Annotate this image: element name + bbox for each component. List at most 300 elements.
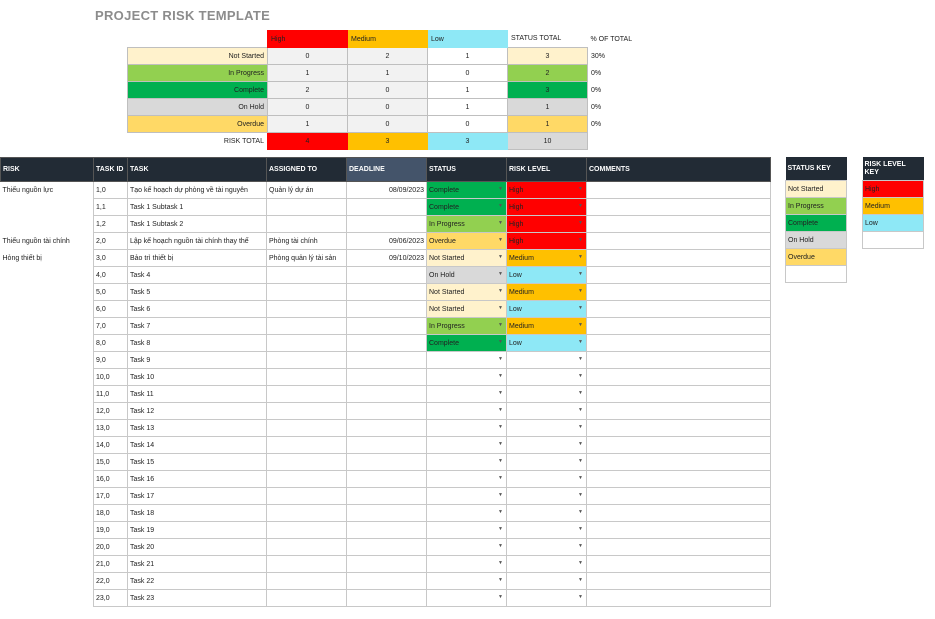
risk-level-dropdown[interactable] [507, 471, 587, 488]
dropdown-arrow-icon[interactable]: ▼ [578, 356, 583, 362]
status-key-in-progress[interactable]: In Progress [786, 198, 847, 215]
dropdown-arrow-icon[interactable]: ▼ [578, 186, 583, 192]
status-dropdown[interactable] [427, 522, 507, 539]
assigned-cell[interactable] [267, 505, 347, 522]
dropdown-arrow-icon[interactable]: ▼ [578, 254, 583, 260]
assigned-cell[interactable] [267, 250, 347, 267]
dropdown-arrow-icon[interactable]: ▼ [578, 475, 583, 481]
dropdown-arrow-icon[interactable]: ▼ [498, 594, 503, 600]
task-cell[interactable] [128, 182, 267, 199]
task-cell[interactable] [128, 437, 267, 454]
task-id-cell[interactable] [94, 386, 128, 403]
col-header-task-id[interactable]: TASK ID [94, 158, 128, 182]
risk-cell[interactable] [1, 284, 94, 301]
status-dropdown[interactable] [427, 420, 507, 437]
comments-cell[interactable] [587, 199, 771, 216]
col-header-risk[interactable]: RISK [1, 158, 94, 182]
summary-cell[interactable]: 2 [348, 48, 428, 65]
comments-cell[interactable] [587, 233, 771, 250]
deadline-cell[interactable] [347, 216, 427, 233]
risk-level-key-medium[interactable]: Medium [863, 198, 924, 215]
dropdown-arrow-icon[interactable]: ▼ [578, 305, 583, 311]
risk-cell[interactable] [1, 556, 94, 573]
task-id-cell[interactable] [94, 539, 128, 556]
task-cell[interactable] [128, 335, 267, 352]
dropdown-arrow-icon[interactable]: ▼ [578, 509, 583, 515]
status-dropdown[interactable] [427, 233, 507, 250]
col-header-status[interactable]: STATUS [427, 158, 507, 182]
dropdown-arrow-icon[interactable]: ▼ [578, 271, 583, 277]
risk-level-dropdown[interactable] [507, 284, 587, 301]
risk-level-dropdown[interactable] [507, 522, 587, 539]
risk-cell[interactable] [1, 216, 94, 233]
status-dropdown[interactable] [427, 386, 507, 403]
assigned-cell[interactable] [267, 182, 347, 199]
task-cell-text: Task 16 [130, 475, 155, 483]
dropdown-arrow-icon[interactable]: ▼ [578, 288, 583, 294]
summary-cell[interactable]: 0 [428, 116, 508, 133]
summary-pct: 0% [591, 103, 602, 111]
task-id-cell[interactable] [94, 454, 128, 471]
risk-cell[interactable] [1, 352, 94, 369]
risk-cell[interactable] [1, 420, 94, 437]
status-key-not-started[interactable]: Not Started [786, 181, 847, 198]
deadline-cell[interactable] [347, 420, 427, 437]
task-id-cell[interactable] [94, 522, 128, 539]
dropdown-arrow-icon[interactable]: ▼ [578, 441, 583, 447]
assigned-cell[interactable] [267, 335, 347, 352]
task-id-cell[interactable] [94, 216, 128, 233]
risk-level-dropdown[interactable] [507, 301, 587, 318]
status-key-overdue[interactable]: Overdue [786, 249, 847, 266]
task-id-cell[interactable] [94, 199, 128, 216]
deadline-cell[interactable] [347, 488, 427, 505]
status-dropdown[interactable] [427, 250, 507, 267]
status-dropdown[interactable] [427, 301, 507, 318]
risk-cell[interactable] [1, 182, 94, 199]
dropdown-arrow-icon[interactable]: ▼ [498, 458, 503, 464]
risk-total-medium[interactable]: 3 [348, 133, 428, 150]
deadline-cell[interactable] [347, 590, 427, 607]
task-id-cell[interactable] [94, 233, 128, 250]
status-dropdown[interactable] [427, 199, 507, 216]
assigned-cell[interactable] [267, 352, 347, 369]
risk-cell[interactable] [1, 505, 94, 522]
dropdown-arrow-icon[interactable]: ▼ [498, 305, 503, 311]
dropdown-arrow-icon[interactable]: ▼ [578, 560, 583, 566]
dropdown-arrow-icon[interactable]: ▼ [578, 577, 583, 583]
comments-cell[interactable] [587, 522, 771, 539]
summary-cell[interactable]: 0 [348, 99, 428, 116]
comments-cell[interactable] [587, 267, 771, 284]
status-dropdown[interactable] [427, 369, 507, 386]
comments-cell[interactable] [587, 590, 771, 607]
task-id-cell[interactable] [94, 573, 128, 590]
deadline-cell[interactable] [347, 454, 427, 471]
dropdown-arrow-icon[interactable]: ▼ [498, 356, 503, 362]
summary-cell[interactable]: 1 [428, 99, 508, 116]
task-id-cell[interactable] [94, 182, 128, 199]
deadline-cell[interactable] [347, 301, 427, 318]
assigned-cell[interactable] [267, 369, 347, 386]
status-key-empty[interactable] [786, 266, 847, 283]
deadline-cell[interactable] [347, 352, 427, 369]
task-cell[interactable] [128, 505, 267, 522]
dropdown-arrow-icon[interactable]: ▼ [498, 509, 503, 515]
col-header-task[interactable]: TASK [128, 158, 267, 182]
dropdown-arrow-icon[interactable]: ▼ [578, 492, 583, 498]
risk-level-key-high[interactable]: High [863, 181, 924, 198]
risk-total-total[interactable]: 10 [508, 133, 588, 150]
comments-cell[interactable] [587, 301, 771, 318]
risk-cell[interactable] [1, 318, 94, 335]
risk-level-dropdown[interactable] [507, 267, 587, 284]
risk-cell[interactable] [1, 539, 94, 556]
status-dropdown[interactable] [427, 216, 507, 233]
comments-cell[interactable] [587, 369, 771, 386]
risk-level-dropdown[interactable] [507, 420, 587, 437]
risk-cell[interactable] [1, 369, 94, 386]
deadline-cell[interactable] [347, 471, 427, 488]
dropdown-arrow-icon[interactable]: ▼ [498, 441, 503, 447]
status-dropdown[interactable] [427, 352, 507, 369]
risk-cell[interactable] [1, 573, 94, 590]
risk-cell[interactable] [1, 590, 94, 607]
risk-level-dropdown[interactable] [507, 250, 587, 267]
task-cell[interactable] [128, 403, 267, 420]
comments-cell[interactable] [587, 573, 771, 590]
comments-cell[interactable] [587, 505, 771, 522]
task-id-cell[interactable] [94, 318, 128, 335]
assigned-cell[interactable] [267, 471, 347, 488]
summary-cell[interactable]: 0 [428, 65, 508, 82]
assigned-cell[interactable] [267, 522, 347, 539]
dropdown-arrow-icon[interactable]: ▼ [498, 577, 503, 583]
status-dropdown[interactable] [427, 284, 507, 301]
task-id-cell[interactable] [94, 420, 128, 437]
task-cell[interactable] [128, 267, 267, 284]
comments-cell[interactable] [587, 182, 771, 199]
task-id-cell[interactable] [94, 590, 128, 607]
dropdown-arrow-icon[interactable]: ▼ [498, 475, 503, 481]
deadline-cell[interactable] [347, 522, 427, 539]
task-cell[interactable] [128, 522, 267, 539]
status-dropdown[interactable] [427, 471, 507, 488]
summary-cell[interactable]: 2 [268, 82, 348, 99]
task-id-cell[interactable] [94, 267, 128, 284]
status-dropdown[interactable] [427, 267, 507, 284]
assigned-cell[interactable] [267, 318, 347, 335]
comments-cell[interactable] [587, 335, 771, 352]
dropdown-arrow-icon[interactable]: ▼ [498, 390, 503, 396]
deadline-cell[interactable] [347, 403, 427, 420]
assigned-cell[interactable] [267, 590, 347, 607]
summary-status-total[interactable]: 2 [508, 65, 588, 82]
summary-status-total[interactable]: 3 [508, 82, 588, 99]
summary-cell[interactable]: 0 [268, 48, 348, 65]
task-id-cell[interactable] [94, 471, 128, 488]
summary-cell[interactable]: 0 [348, 82, 428, 99]
deadline-cell[interactable] [347, 505, 427, 522]
task-cell[interactable] [128, 573, 267, 590]
risk-level-key-low[interactable]: Low [863, 215, 924, 232]
dropdown-arrow-icon[interactable]: ▼ [578, 203, 583, 209]
assigned-cell[interactable] [267, 284, 347, 301]
deadline-cell[interactable] [347, 539, 427, 556]
task-cell[interactable] [128, 318, 267, 335]
status-dropdown[interactable] [427, 556, 507, 573]
risk-level-dropdown[interactable] [507, 182, 587, 199]
comments-cell[interactable] [587, 420, 771, 437]
dropdown-arrow-icon[interactable]: ▼ [498, 203, 503, 209]
summary-cell[interactable]: 1 [428, 82, 508, 99]
status-dropdown[interactable] [427, 573, 507, 590]
dropdown-arrow-icon[interactable]: ▼ [578, 526, 583, 532]
comments-cell[interactable] [587, 216, 771, 233]
task-id-cell[interactable] [94, 369, 128, 386]
risk-level-dropdown[interactable] [507, 573, 587, 590]
comments-cell[interactable] [587, 488, 771, 505]
summary-cell[interactable]: 0 [348, 116, 428, 133]
risk-cell[interactable] [1, 403, 94, 420]
task-cell[interactable] [128, 454, 267, 471]
status-dropdown[interactable] [427, 454, 507, 471]
summary-status-total[interactable]: 3 [508, 48, 588, 65]
col-header-comments[interactable]: COMMENTS [587, 158, 771, 182]
risk-level-dropdown[interactable] [507, 403, 587, 420]
deadline-cell[interactable] [347, 556, 427, 573]
deadline-cell[interactable] [347, 199, 427, 216]
deadline-cell[interactable] [347, 182, 427, 199]
summary-status-total[interactable]: 1 [508, 99, 588, 116]
summary-status-total[interactable]: 1 [508, 116, 588, 133]
assigned-cell[interactable] [267, 386, 347, 403]
task-id-cell[interactable] [94, 250, 128, 267]
risk-level-dropdown[interactable] [507, 335, 587, 352]
dropdown-arrow-icon[interactable]: ▼ [578, 322, 583, 328]
status-key-on-hold[interactable]: On Hold [786, 232, 847, 249]
deadline-cell[interactable] [347, 573, 427, 590]
risk-cell[interactable] [1, 454, 94, 471]
task-id-cell[interactable] [94, 488, 128, 505]
status-dropdown[interactable] [427, 182, 507, 199]
table-row [1, 267, 771, 284]
dropdown-arrow-icon[interactable]: ▼ [498, 322, 503, 328]
table-row [1, 539, 771, 556]
risk-level-dropdown[interactable] [507, 352, 587, 369]
dropdown-arrow-icon[interactable]: ▼ [498, 526, 503, 532]
col-header-assigned[interactable]: ASSIGNED TO [267, 158, 347, 182]
comments-cell[interactable] [587, 403, 771, 420]
task-id-cell[interactable] [94, 505, 128, 522]
assigned-cell[interactable] [267, 420, 347, 437]
deadline-cell[interactable] [347, 437, 427, 454]
assigned-cell[interactable] [267, 199, 347, 216]
task-id-cell[interactable] [94, 352, 128, 369]
comments-cell[interactable] [587, 352, 771, 369]
risk-cell[interactable] [1, 335, 94, 352]
task-id-cell[interactable] [94, 556, 128, 573]
dropdown-arrow-icon[interactable]: ▼ [578, 220, 583, 226]
risk-level-dropdown[interactable] [507, 318, 587, 335]
summary-cell[interactable]: 1 [268, 116, 348, 133]
task-cell[interactable] [128, 471, 267, 488]
assigned-cell[interactable] [267, 403, 347, 420]
status-dropdown[interactable] [427, 403, 507, 420]
assigned-cell[interactable] [267, 233, 347, 250]
deadline-cell[interactable] [347, 369, 427, 386]
risk-level-dropdown[interactable] [507, 539, 587, 556]
risk-level-dropdown[interactable] [507, 590, 587, 607]
summary-cell[interactable]: 1 [348, 65, 428, 82]
comments-cell[interactable] [587, 318, 771, 335]
task-cell[interactable] [128, 386, 267, 403]
comments-cell[interactable] [587, 454, 771, 471]
status-dropdown[interactable] [427, 488, 507, 505]
assigned-cell[interactable] [267, 301, 347, 318]
deadline-cell[interactable] [347, 233, 427, 250]
status-dropdown[interactable] [427, 437, 507, 454]
risk-level-dropdown[interactable] [507, 488, 587, 505]
dropdown-arrow-icon[interactable]: ▼ [498, 407, 503, 413]
risk-cell[interactable] [1, 233, 94, 250]
risk-total-high[interactable]: 4 [268, 133, 348, 150]
dropdown-arrow-icon[interactable]: ▼ [578, 339, 583, 345]
task-cell[interactable] [128, 199, 267, 216]
table-row [1, 352, 771, 369]
status-dropdown[interactable] [427, 505, 507, 522]
task-cell[interactable] [128, 352, 267, 369]
task-cell[interactable] [128, 301, 267, 318]
assigned-cell[interactable] [267, 454, 347, 471]
assigned-cell[interactable] [267, 539, 347, 556]
col-header-deadline[interactable]: DEADLINE [347, 158, 427, 182]
task-cell[interactable] [128, 556, 267, 573]
risk-cell[interactable] [1, 471, 94, 488]
assigned-cell[interactable] [267, 556, 347, 573]
comments-cell[interactable] [587, 471, 771, 488]
task-cell[interactable] [128, 539, 267, 556]
risk-cell[interactable] [1, 488, 94, 505]
deadline-cell[interactable] [347, 335, 427, 352]
risk-level-dropdown[interactable] [507, 437, 587, 454]
risk-total-low[interactable]: 3 [428, 133, 508, 150]
assigned-cell[interactable] [267, 437, 347, 454]
assigned-cell[interactable] [267, 573, 347, 590]
risk-cell[interactable] [1, 437, 94, 454]
dropdown-arrow-icon[interactable]: ▼ [578, 237, 583, 243]
task-id-cell[interactable] [94, 437, 128, 454]
comments-cell[interactable] [587, 437, 771, 454]
deadline-cell[interactable] [347, 386, 427, 403]
dropdown-arrow-icon[interactable]: ▼ [578, 594, 583, 600]
task-id-cell-text: 15,0 [96, 458, 110, 466]
comments-cell[interactable] [587, 539, 771, 556]
dropdown-arrow-icon[interactable]: ▼ [578, 373, 583, 379]
risk-level-dropdown-text: Medium [509, 288, 534, 296]
risk-level-dropdown[interactable] [507, 505, 587, 522]
task-cell[interactable] [128, 420, 267, 437]
dropdown-arrow-icon[interactable]: ▼ [498, 492, 503, 498]
dropdown-arrow-icon[interactable]: ▼ [578, 424, 583, 430]
assigned-cell[interactable] [267, 216, 347, 233]
dropdown-arrow-icon[interactable]: ▼ [498, 373, 503, 379]
summary-cell[interactable]: 0 [268, 99, 348, 116]
deadline-cell[interactable] [347, 318, 427, 335]
risk-cell[interactable] [1, 386, 94, 403]
deadline-cell[interactable] [347, 267, 427, 284]
risk-level-dropdown[interactable] [507, 454, 587, 471]
assigned-cell[interactable] [267, 267, 347, 284]
risk-level-dropdown[interactable] [507, 386, 587, 403]
status-dropdown[interactable] [427, 539, 507, 556]
risk-cell[interactable] [1, 250, 94, 267]
dropdown-arrow-icon[interactable]: ▼ [498, 220, 503, 226]
dropdown-arrow-icon[interactable]: ▼ [578, 407, 583, 413]
dropdown-arrow-icon[interactable]: ▼ [498, 288, 503, 294]
summary-cell[interactable]: 1 [268, 65, 348, 82]
risk-cell[interactable] [1, 267, 94, 284]
dropdown-arrow-icon[interactable]: ▼ [498, 186, 503, 192]
comments-cell[interactable] [587, 386, 771, 403]
dropdown-arrow-icon[interactable]: ▼ [498, 424, 503, 430]
risk-cell[interactable] [1, 522, 94, 539]
status-dropdown[interactable] [427, 335, 507, 352]
dropdown-arrow-icon[interactable]: ▼ [578, 390, 583, 396]
status-dropdown[interactable] [427, 590, 507, 607]
risk-level-dropdown[interactable] [507, 199, 587, 216]
task-cell[interactable] [128, 590, 267, 607]
comments-cell[interactable] [587, 284, 771, 301]
task-cell[interactable] [128, 233, 267, 250]
risk-cell[interactable] [1, 301, 94, 318]
dropdown-arrow-icon[interactable]: ▼ [578, 543, 583, 549]
task-cell[interactable] [128, 369, 267, 386]
status-dropdown[interactable] [427, 318, 507, 335]
task-cell[interactable] [128, 216, 267, 233]
deadline-cell[interactable] [347, 284, 427, 301]
risk-level-dropdown-text: High [509, 220, 524, 228]
risk-level-dropdown[interactable] [507, 233, 587, 250]
dropdown-arrow-icon[interactable]: ▼ [498, 254, 503, 260]
dropdown-arrow-icon[interactable]: ▼ [498, 271, 503, 277]
task-id-cell[interactable] [94, 301, 128, 318]
col-header-risk-level[interactable]: RISK LEVEL [507, 158, 587, 182]
dropdown-arrow-icon[interactable]: ▼ [498, 237, 503, 243]
task-id-cell[interactable] [94, 335, 128, 352]
status-key-complete[interactable]: Complete [786, 215, 847, 232]
dropdown-arrow-icon[interactable]: ▼ [498, 543, 503, 549]
comments-cell[interactable] [587, 556, 771, 573]
assigned-cell[interactable] [267, 488, 347, 505]
task-id-cell[interactable] [94, 403, 128, 420]
task-cell[interactable] [128, 488, 267, 505]
task-id-cell[interactable] [94, 284, 128, 301]
deadline-cell[interactable] [347, 250, 427, 267]
task-cell[interactable] [128, 284, 267, 301]
summary-cell[interactable]: 1 [428, 48, 508, 65]
dropdown-arrow-icon[interactable]: ▼ [578, 458, 583, 464]
task-cell[interactable] [128, 250, 267, 267]
risk-level-key-empty[interactable] [863, 232, 924, 249]
risk-cell[interactable] [1, 199, 94, 216]
dropdown-arrow-icon[interactable]: ▼ [498, 560, 503, 566]
risk-level-dropdown[interactable] [507, 216, 587, 233]
risk-level-dropdown[interactable] [507, 556, 587, 573]
risk-level-dropdown[interactable] [507, 369, 587, 386]
dropdown-arrow-icon[interactable]: ▼ [498, 339, 503, 345]
comments-cell[interactable] [587, 250, 771, 267]
